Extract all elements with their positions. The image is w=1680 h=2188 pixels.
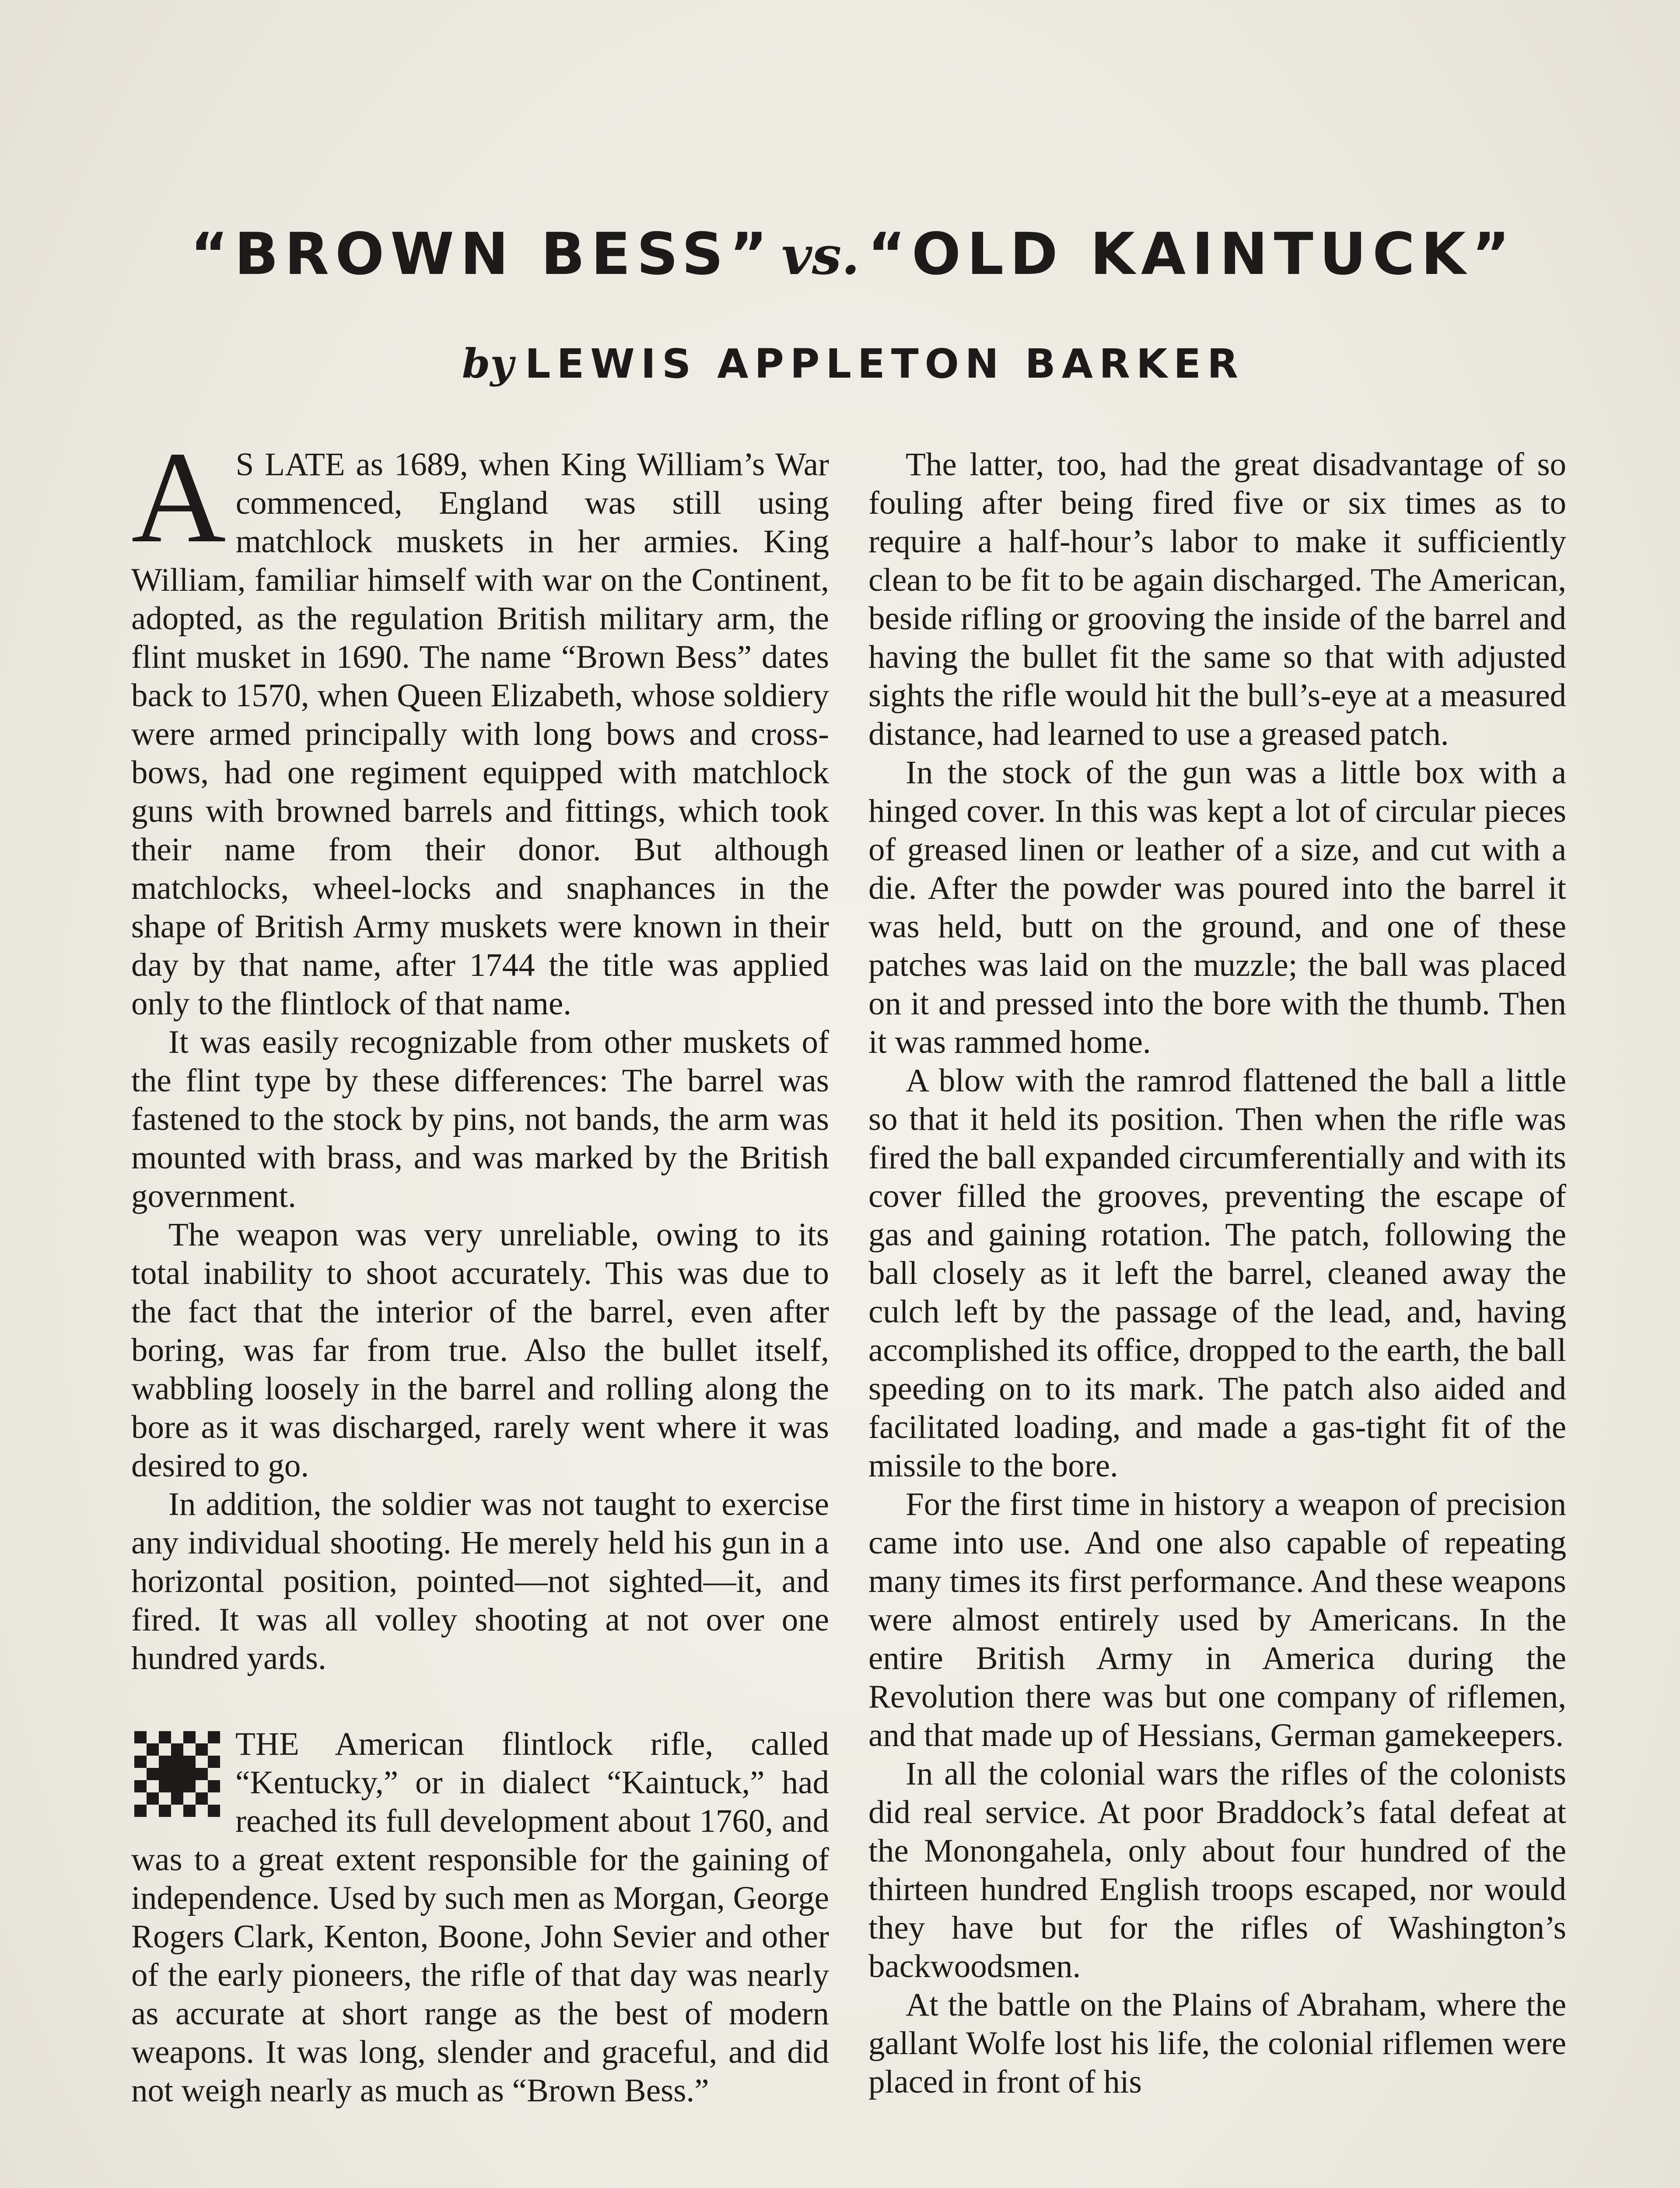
paragraph: For the first time in history a weapon of precision came into use. And one also capable of repeating many times its first performance. And these weapons were almost entirely used by Americans. In the entire British Army in America during the Revolution there was but one company of riflemen, and that made up of Hessians, German gamekeepers. [868,1486,1566,1753]
paragraph-text: S LATE as 1689, when King William’s War commenced, England was still using matchlock muskets in her armies. King William, familiar himself with war on the Continent, adopted, as the regulation British military arm, the flint musket in 1690. The name “Brown Bess” dates back to 1570, when Queen Elizabeth, whose soldiery were armed principally with long bows and cross-bows, had one regiment equipped with matchlock guns with browned barrels and fittings, which took their name from their donor. But although matchlocks, wheel-locks and snaphances in the shape of British Army muskets were known in their day by that name, after 1744 the title was applied only to the flintlock of that name. [131,446,829,1022]
title-right: “OLD KAINTUCK” [868,221,1516,288]
article-title [131,221,1575,288]
paragraph: It was easily recognizable from other muskets of the flint type by these differences: The barrel was fastened to the stock by pins, not bands, the arm was mounted with brass, and was marked by the British government. [131,1024,829,1214]
paragraph-text: THE American flintlock rifle, called “Kentucky,” or in dialect “Kaintuck,” had reached its full development about 1760, and was to a great extent responsible for the gaining of independence. Used by such men as Morgan, George Rogers Clark, Kenton, Boone, John Sevier and other of the early pioneers, the rifle of that day was nearly as accurate at short range as the best of modern weapons. It was long, slender and graceful, and did not weigh nearly as much as “Brown Bess.” [131,1726,829,2109]
paragraph: The latter, too, had the great disadvantage of so fouling after being fired five or six times as to require a half-hour’s labor to make it sufficiently clean to be fit to be again discharged. The American, beside rifling or grooving the inside of the barrel and having the bullet fit the same so that with adjusted sights the rifle would hit the bull’s-eye at a measured distance, had learned to use a greased patch. [868,446,1566,752]
byline [131,340,1575,387]
paragraph [131,1725,829,2110]
title-vs: vs. [781,225,860,287]
paragraph [131,424,829,1023]
title-left: “BROWN BESS” [190,221,774,288]
paragraph: The weapon was very unreliable, owing to its total inability to shoot accurately. This was due to the fact that the interior of the barrel, even after boring, was far from true. Also the bullet itself, wabbling loosely in the barrel and rolling along the bore as it was discharged, rarely went where it was desired to go. [131,1217,829,1484]
paragraph: At the battle on the Plains of Abraham, where the gallant Wolfe lost his life, the colonial riflemen were placed in front of his [868,1987,1566,2100]
paragraph: In addition, the soldier was not taught to exercise any individual shooting. He merely held his gun in a horizontal position, pointed—not sighted—it, and fired. It was all volley shooting at not over one hundred yards. [131,1486,829,1676]
right-column [868,445,1566,2101]
checkered-ornament-icon [131,1731,223,1817]
section-gap [131,1678,829,1725]
drop-cap: A [131,424,226,570]
paragraph: In all the colonial wars the rifles of the colonists did real service. At poor Braddock’s fatal defeat at the Monongahela, only about four hundred of the thirteen hundred English troops escaped, nor would they have but for the rifles of Washington’s backwoodsmen. [868,1756,1566,1985]
paragraph: In the stock of the gun was a little box with a hinged cover. In this was kept a lot of circular pieces of greased linen or leather of a size, and cut with a die. After the powder was poured into the barrel it was held, butt on the ground, and one of these patches was laid on the muzzle; the ball was placed on it and pressed into the bore with the thumb. Then it was rammed home. [868,754,1566,1060]
left-column [131,424,829,2110]
author-name: LEWIS APPLETON BARKER [525,340,1244,387]
paragraph: A blow with the ramrod flattened the ball a little so that it held its position. Then when the rifle was fired the ball expanded circumferentially and with its cover filled the grooves, preventing the escape of gas and gaining rotation. The patch, following the ball closely as it left the barrel, cleaned away the culch left by the passage of the lead, and, having accomplished its office, dropped to the earth, the ball speeding on to its mark. The patch also aided and facilitated loading, and made a gas-tight fit of the missile to the bore. [868,1062,1566,1484]
byline-prefix: by [462,340,514,387]
